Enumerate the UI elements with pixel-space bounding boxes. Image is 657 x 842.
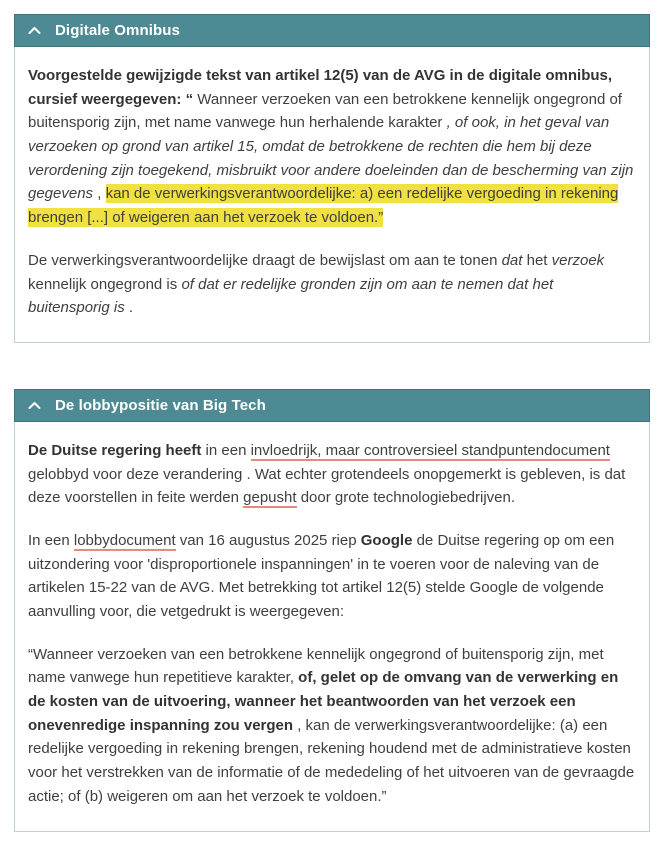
accordion-section-digitale-omnibus <box>14 14 650 343</box>
text-run-italic: dat <box>501 251 523 269</box>
accordion-header-lobbypositie-big-tech[interactable] <box>14 389 650 422</box>
text-run-regular: “Wanneer verzoeken van een betrokkene kennelijk ongegrond of buitensporig zijn, met name vanwege hun repetitieve karakter, <box>28 645 604 687</box>
chevron-up-icon <box>28 401 41 410</box>
text-run-regular: de Duitse regering op om een uitzondering voor 'disproportionele inspanningen' in te voeren voor de naleving van de artikelen 15-22 van de AVG. Met betrekking tot artikel 12(5) stelde Google de volgende aanvulling voor, die vetgedrukt is weergegeven: <box>28 531 615 620</box>
text-run-regular: . <box>124 299 134 317</box>
accordion-content <box>14 47 650 343</box>
text-run-regular: het <box>522 251 552 269</box>
accordion-section-lobbypositie-big-tech <box>14 389 650 832</box>
paragraph-google-lobby <box>28 529 636 624</box>
text-run-regular: De verwerkingsverantwoordelijke draagt de bewijslast om aan te tonen <box>28 251 502 269</box>
text-run-italic: , of ook, in het geval van verzoeken op grond van artikel 15, omdat de betrokkene de rechten die hem bij deze verordening zijn toegekend, misbruikt voor andere doeleinden dan de bescherming van zijn gegevens <box>28 114 634 203</box>
text-run-regular: van 16 augustus 2025 riep <box>175 531 361 549</box>
text-run-regular: , kan de verwerkingsverantwoordelijke: (a) een redelijke vergoeding in rekening brengen, rekening houdend met de administratieve kosten voor het verstrekken van de informatie of de mededeling of het uitvoeren van de gevraagde actie; of (b) weigeren om aan het verzoek te voldoen.” <box>28 716 635 805</box>
text-run-bold: Voorgestelde gewijzigde tekst van artikel 12(5) van de AVG in de digitale omnibus, cursief weergegeven: “ <box>28 67 613 108</box>
text-run-regular: gelobbyd voor deze verandering . Wat echter grotendeels onopgemerkt is gebleven, is dat deze voorstellen in feite werden <box>28 465 626 507</box>
section-title: Digitale Omnibus <box>55 22 180 39</box>
text-run-regular: door grote technologiebedrijven. <box>296 489 516 507</box>
text-run-regular: kennelijk ongegrond is <box>28 275 182 293</box>
inline-link[interactable]: gepusht <box>243 489 297 507</box>
paragraph-google-quote <box>28 643 636 809</box>
text-run-highlight: kan de verwerkingsverantwoordelijke: a) een redelijke vergoeding in rekening brengen [...] of weigeren aan het verzoek te voldoen.” <box>28 185 619 227</box>
paragraph-burden-of-proof <box>28 249 636 320</box>
accordion-content <box>14 422 650 832</box>
text-run-regular: In een <box>28 531 74 549</box>
inline-link[interactable]: invloedrijk, maar controversieel standpuntendocument <box>250 441 610 459</box>
inline-link[interactable]: lobbydocument <box>73 531 176 549</box>
chevron-up-icon <box>28 26 41 35</box>
text-run-bold: Google <box>360 531 413 549</box>
text-run-regular: Wanneer verzoeken van een betrokkene kennelijk ongegrond of buitensporig zijn, met name vanwege hun herhalende karakter <box>28 90 622 132</box>
text-run-italic: verzoek <box>551 251 605 269</box>
paragraph-proposed-text <box>28 64 636 230</box>
text-run-regular: , <box>93 185 106 203</box>
text-run-bold: De Duitse regering heeft <box>28 441 202 459</box>
text-run-regular: in een <box>201 441 251 459</box>
paragraph-german-government <box>28 439 636 510</box>
section-title: De lobbypositie van Big Tech <box>55 396 266 414</box>
text-run-bold: of, gelet op de omvang van de verwerking en de kosten van de uitvoering, wanneer het beantwoorden van het verzoek een onevenredige inspanning zou vergen <box>28 669 619 734</box>
accordion-header-digitale-omnibus[interactable] <box>14 14 650 47</box>
text-run-italic: of dat er redelijke gronden zijn om aan te nemen dat het buitensporig is <box>28 275 554 317</box>
